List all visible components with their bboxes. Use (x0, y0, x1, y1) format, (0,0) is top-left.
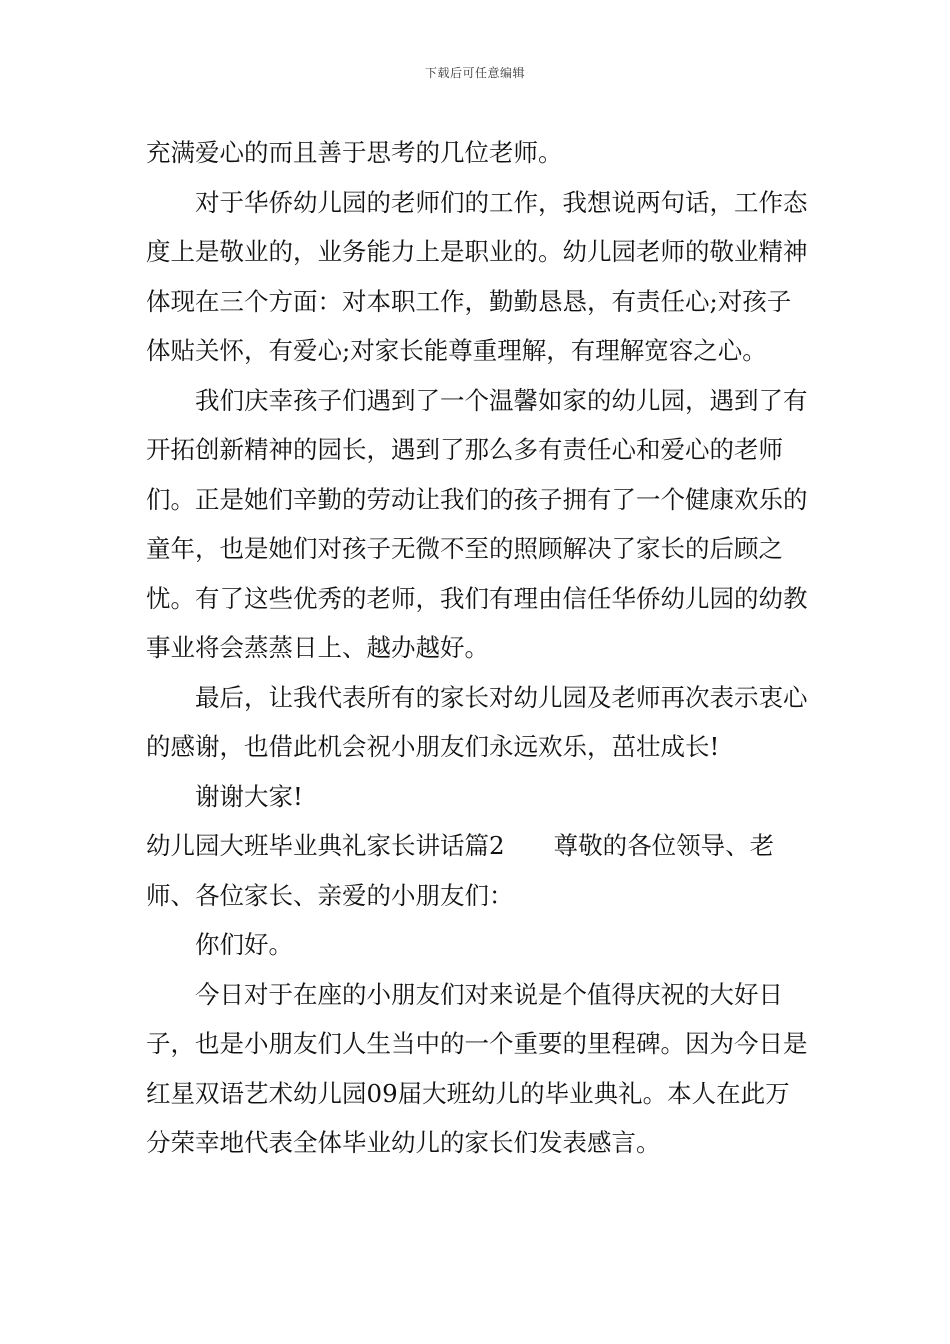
section-heading-and-salutation: 幼儿园大班毕业典礼家长讲话篇2 尊敬的各位领导、老师、各位家长、亲爱的小朋友们： (146, 831, 775, 910)
paragraph: 今日对于在座的小朋友们对来说是个值得庆祝的大好日子，也是小朋友们人生当中的一个重要的里程碑。因为今日是红星双语艺术幼儿园09届大班幼儿的毕业典礼。本人在此万分荣幸地代表全体毕业幼儿的家长们发表感言。 (146, 979, 808, 1157)
paragraph: 最后，让我代表所有的家长对幼儿园及老师再次表示衷心的感谢，也借此机会祝小朋友们永远欢乐，茁壮成长! (146, 682, 808, 761)
paragraph: 对于华侨幼儿园的老师们的工作，我想说两句话，工作态度上是敬业的，业务能力上是职业的。幼儿园老师的敬业精神体现在三个方面：对本职工作，勤勤恳恳，有责任心;对孩子体贴关怀，有爱心;对家长能尊重理解，有理解宽容之心。 (146, 187, 808, 365)
document-body (146, 128, 810, 1168)
paragraph: 我们庆幸孩子们遇到了一个温馨如家的幼儿园，遇到了有开拓创新精神的园长，遇到了那么多有责任心和爱心的老师们。正是她们辛勤的劳动让我们的孩子拥有了一个健康欢乐的童年，也是她们对孩子无微不至的照顾解决了家长的后顾之忧。有了这些优秀的老师，我们有理由信任华侨幼儿园的幼教事业将会蒸蒸日上、越办越好。 (146, 385, 808, 662)
closing-thanks: 谢谢大家! (195, 781, 303, 811)
page-header: 下载后可任意编辑 (424, 66, 525, 80)
greeting: 你们好。 (195, 930, 293, 959)
paragraph-continuation: 充满爱心的而且善于思考的几位老师。 (146, 138, 563, 167)
